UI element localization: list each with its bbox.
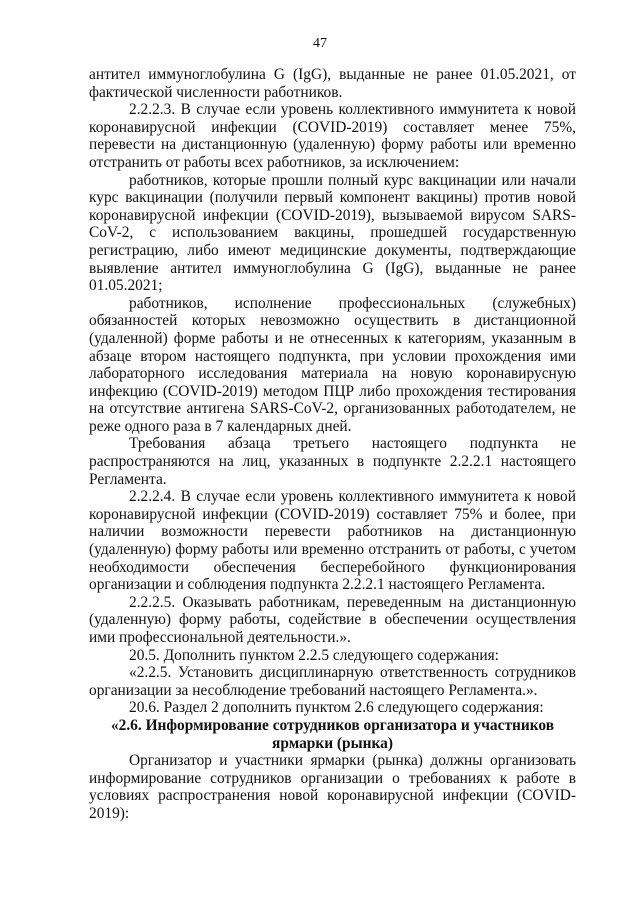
paragraph-vaccinated-workers: работников, которые прошли полный курс вакцинации или начали курс вакцинации (получили первый компонент вакцины) против новой коронавирусной инфекции (COVID-2019), вызываемой вирусом SARS-CoV-2, с использованием вакцины, прошедшей государственную регистрацию, либо имеют медицинские документы, подтверждающие выявление антител иммуноглобулина G (IgG), выданные не ранее 01.05.2021; bbox=[89, 171, 576, 295]
paragraph-20-5: 20.5. Дополнить пунктом 2.2.5 следующего содержания: bbox=[129, 646, 499, 664]
paragraph-20-6: 20.6. Раздел 2 дополнить пунктом 2.6 следующего содержания: bbox=[129, 699, 544, 717]
paragraph-2-2-5: «2.2.5. Установить дисциплинарную ответственность сотрудников организации за несоблюдение требований настоящего Регламента.». bbox=[89, 664, 576, 699]
page-number: 47 bbox=[313, 36, 327, 51]
paragraph-organizer-informing: Организатор и участники ярмарки (рынка) должны организовать информирование сотрудников организации о требованиях к работе в условиях распространения новой коронавирусной инфекции (COVID-2019): bbox=[89, 752, 576, 822]
paragraph-requirements-exception: Требования абзаца третьего настоящего подпункта не распространяются на лиц, указанных в подпункте 2.2.2.1 настоящего Регламента. bbox=[89, 435, 576, 488]
paragraph-onsite-workers: работников, исполнение профессиональных (служебных) обязанностей которых невозможно осуществить в дистанционной (удаленной) форме работы и не отнесенных к категориям, указанным в абзаце втором настоящего подпункта, при условии прохождения ими лабораторного исследования материала на новую коронавирусную инфекцию (COVID-2019) методом ПЦР либо прохождения тестирования на отсутствие антигена SARS-CoV-2, организованных работодателем, не реже одного раза в 7 календарных дней. bbox=[89, 294, 576, 435]
paragraph-continuation: антител иммуноглобулина G (IgG), выданные не ранее 01.05.2021, от фактической численности работников. bbox=[89, 66, 576, 101]
paragraph-2-2-2-4: 2.2.2.4. В случае если уровень коллективного иммунитета к новой коронавирусной инфекции (COVID-2019) составляет 75% и более, при наличии возможности перевести работников на дистанционную (удаленную) форму работы или временно отстранить от работы, с учетом необходимости обеспечения бесперебойного функционирования организации и соблюдения подпункта 2.2.2.1 настоящего Регламента. bbox=[89, 488, 576, 594]
section-heading-2-6: «2.6. Информирование сотрудников организатора и участников ярмарки (рынка) bbox=[110, 716, 555, 752]
document-body bbox=[89, 66, 576, 823]
paragraph-2-2-2-5: 2.2.2.5. Оказывать работникам, переведенным на дистанционную (удаленную) форму работы, содействие в обеспечении осуществления ими профессиональной деятельности.». bbox=[89, 593, 576, 646]
paragraph-2-2-2-3: 2.2.2.3. В случае если уровень коллективного иммунитета к новой коронавирусной инфекции (COVID-2019) составляет менее 75%, перевести на дистанционную (удаленную) форму работы или временно отстранить от работы всех работников, за исключением: bbox=[89, 101, 576, 171]
